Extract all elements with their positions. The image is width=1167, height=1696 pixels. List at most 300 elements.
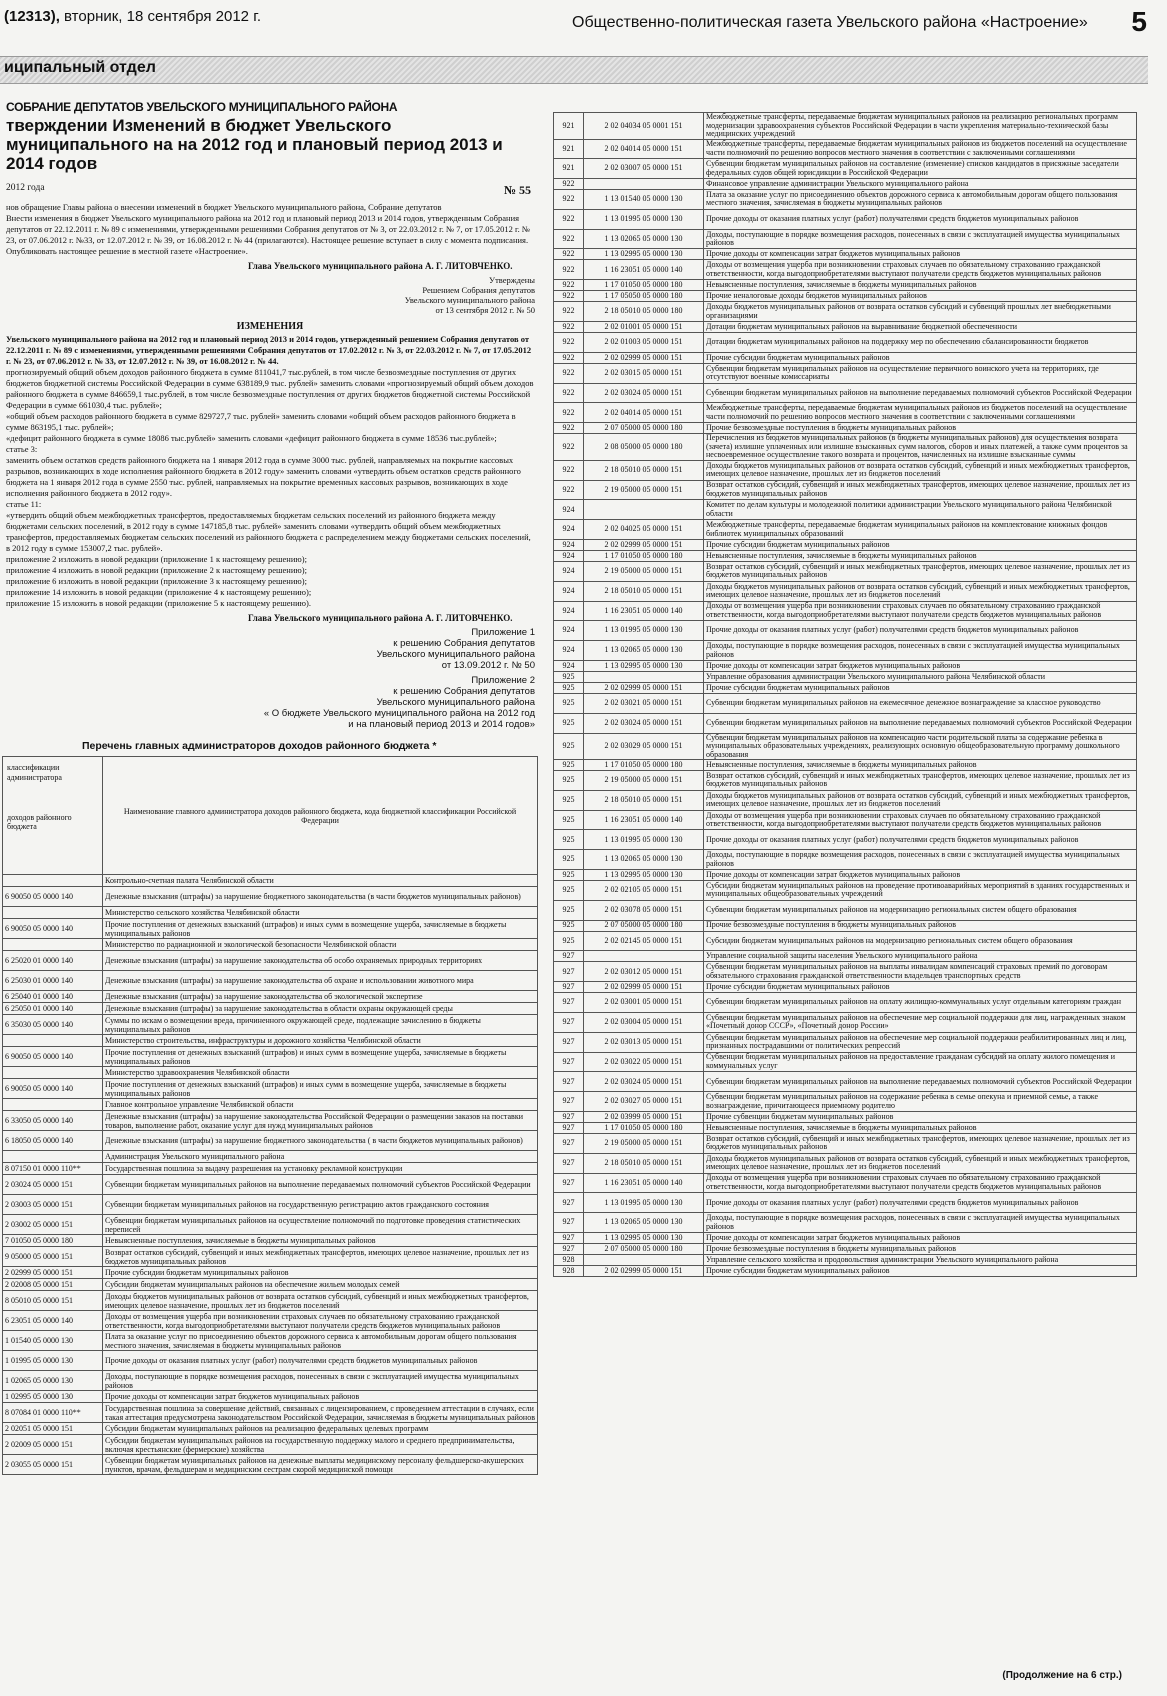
admin-code-cell: 924 (554, 561, 584, 581)
description-cell: Межбюджетные трансферты, передаваемые бюджетам муниципальных районов на комплектование книжных фондов библиотек муниципальных образований (704, 520, 1137, 540)
change-paragraph: статье 3: (6, 444, 38, 454)
description-cell: Невыясненные поступления, зачисляемые в бюджеты муниципальных районов (704, 760, 1137, 771)
description-cell: Субвенции бюджетам муниципальных районов на предоставление гражданам субсидий на оплату жилого помещения и коммунальных услуг (704, 1052, 1137, 1072)
income-code-cell: 1 17 01050 05 0000 180 (584, 1122, 704, 1133)
code-cell: 6 18050 05 0000 140 (3, 1131, 103, 1151)
appendix-line: Увельского муниципального района (376, 697, 535, 708)
description-cell: Субвенции бюджетам муниципальных районов на содержание ребенка в семье опекуна и приемной семье, а также вознаграждение, причитающееся приемному родителю (704, 1092, 1137, 1112)
admin-code-cell: 927 (554, 1232, 584, 1243)
code-cell: 2 03024 05 0000 151 (3, 1175, 103, 1195)
table-row (554, 771, 1137, 791)
description-cell: Межбюджетные трансферты, передаваемые бюджетам муниципальных районов из бюджетов поселений на осуществление части полномочий по решению вопросов местного значения в соответствии с заключенными соглашениями (704, 403, 1137, 423)
table-row (554, 363, 1137, 383)
income-code-cell: 1 13 02065 05 0000 130 (584, 641, 704, 661)
description-cell: Возврат остатков субсидий, субвенций и иных межбюджетных трансфертов, имеющих целевое назначение, прошлых лет из бюджетов муниципальных районов (704, 771, 1137, 791)
table-row (554, 1243, 1137, 1254)
description-cell: Доходы, поступающие в порядке возмещения расходов, понесенных в связи с эксплуатацией имущества муниципальных районов (704, 229, 1137, 249)
code-cell (3, 1067, 103, 1079)
admin-code-cell: 924 (554, 500, 584, 520)
table-row (554, 790, 1137, 810)
table-row (3, 1015, 538, 1035)
description-cell: Субвенции бюджетам муниципальных районов на составление (изменение) списков кандидатов в присяжные заседатели федеральных судов общей юрисдикции в Российской Федерации (704, 159, 1137, 179)
table-row (554, 280, 1137, 291)
table-row (554, 500, 1137, 520)
decision-date: 2012 года (6, 183, 45, 193)
table-row (3, 1163, 538, 1175)
admin-code-cell: 927 (554, 1133, 584, 1153)
masthead (0, 0, 1167, 58)
table-row (554, 693, 1137, 713)
table-row (554, 1254, 1137, 1265)
table-row (3, 1151, 538, 1163)
income-code-cell: 2 02 02999 05 0000 151 (584, 982, 704, 993)
income-code-cell: 2 18 05010 05 0000 151 (584, 581, 704, 601)
appendix-line: и на плановый период 2013 и 2014 годов» (348, 719, 535, 730)
admin-code-cell: 925 (554, 900, 584, 920)
income-code-cell: 2 19 05000 05 0000 151 (584, 561, 704, 581)
code-cell: 6 33050 05 0000 140 (3, 1111, 103, 1131)
table-row (554, 1032, 1137, 1052)
description-cell: Доходы бюджетов муниципальных районов от возврата остатков субсидий, субвенций и иных межбюджетных трансфертов, имеющих целевое назначение, прошлых лет из бюджетов поселений (704, 460, 1137, 480)
changes-intro: Увельского муниципального района на 2012 год и плановый период 2013 и 2014 годов, утвержденный решением Собрания депутатов от 22.12.2011 г. № 89 с изменениями, утвержденными решениями Собрания депутатов от 17.02.2012 г. № 3, от 22.03.2012 г. № 7, от 17.05.2012 г. № 23, от 07.06.2012 г. № 33, от 12.07.2012 г. № 39, от 16.08.2012 г. № 44. (6, 334, 532, 366)
income-code-cell: 2 02 04025 05 0000 151 (584, 520, 704, 540)
description-cell: Субсидии бюджетам муниципальных районов на модернизацию региональных систем общего образования (704, 931, 1137, 951)
table-row (3, 1079, 538, 1099)
description-cell: Межбюджетные трансферты, передаваемые бюджетам муниципальных районов из бюджетов поселений на осуществление части полномочий по решению вопросов местного значения в соответствии с заключенными соглашениями (704, 139, 1137, 159)
table-row (554, 291, 1137, 302)
income-code-cell: 1 16 23051 05 0000 140 (584, 601, 704, 621)
admin-code-cell: 925 (554, 850, 584, 870)
income-code-cell: 2 02 03013 05 0000 151 (584, 1032, 704, 1052)
description-cell: Доходы бюджетов муниципальных районов от возврата остатков субсидий, субвенций и иных межбюджетных трансфертов, имеющих целевое назначение, прошлых лет из бюджетов поселений (704, 790, 1137, 810)
header-income: доходов районного бюджета (7, 812, 72, 831)
code-cell: 1 02065 05 0000 130 (3, 1371, 103, 1391)
table-row (554, 352, 1137, 363)
income-code-cell: 1 17 01050 05 0000 180 (584, 550, 704, 561)
table-row (554, 480, 1137, 500)
description-cell: Субвенции бюджетам муниципальных районов на выполнение передаваемых полномочий субъектов Российской Федерации (704, 383, 1137, 403)
code-cell (3, 1099, 103, 1111)
name-cell: Субсидии бюджетам муниципальных районов на государственную поддержку малого и среднего предпринимательства, включая крестьянские (фермерские) хозяйства (103, 1435, 538, 1455)
table-row (554, 1232, 1137, 1243)
name-cell: Денежные взыскания (штрафы) за нарушение законодательства об экологической экспертизе (103, 991, 538, 1003)
table-row (3, 1235, 538, 1247)
header-name-cell: Наименование главного администратора доходов районного бюджета, кода бюджетной классификации Российской Федерации (103, 757, 538, 875)
description-cell: Субвенции бюджетам муниципальных районов на выплаты инвалидам компенсаций страховых премий по договорам обязательного страхования гражданской ответственности владельцев транспортных средств (704, 962, 1137, 982)
table-row (3, 1423, 538, 1435)
admin-code-cell: 922 (554, 460, 584, 480)
description-cell: Субвенции бюджетам муниципальных районов на выполнение передаваемых полномочий субъектов Российской Федерации (704, 713, 1137, 733)
admin-code-cell: 927 (554, 1122, 584, 1133)
appendix-line: от 13.09.2012 г. № 50 (441, 660, 535, 671)
article-title: тверждении Изменений в бюджет Увельского муниципального на на 2012 год и плановый период 2013 и 2014 годов (6, 116, 503, 173)
code-cell: 6 35030 05 0000 140 (3, 1015, 103, 1035)
table-row (3, 1047, 538, 1067)
name-cell: Невыясненные поступления, зачисляемые в бюджеты муниципальных районов (103, 1235, 538, 1247)
income-code-cell: 1 16 23051 05 0000 140 (584, 810, 704, 830)
admin-code-cell: 924 (554, 539, 584, 550)
description-cell: Субвенции бюджетам муниципальных районов на модернизацию региональных систем общего образования (704, 900, 1137, 920)
header-administrator: администратора (7, 772, 62, 782)
administrators-table (2, 756, 538, 1475)
description-cell: Прочие безвозмездные поступления в бюджеты муниципальных районов (704, 920, 1137, 931)
admin-code-cell: 922 (554, 352, 584, 363)
name-cell: Прочие субсидии бюджетам муниципальных районов (103, 1267, 538, 1279)
name-cell: Главное контрольное управление Челябинской области (103, 1099, 538, 1111)
income-code-cell: 1 17 05050 05 0000 180 (584, 291, 704, 302)
description-cell: Возврат остатков субсидий, субвенций и иных межбюджетных трансфертов, имеющих целевое назначение, прошлых лет из бюджетов муниципальных районов (704, 1133, 1137, 1153)
name-cell: Денежные взыскания (штрафы) за нарушение бюджетного законодательства (в части бюджетов муниципальных районов) (103, 887, 538, 907)
admin-code-cell: 922 (554, 423, 584, 434)
admin-code-cell: 922 (554, 260, 584, 280)
name-cell: Денежные взыскания (штрафы) за нарушение законодательства об охране и использовании животного мира (103, 971, 538, 991)
income-code-cell: 2 19 05000 05 0000 151 (584, 771, 704, 791)
description-cell: Прочие субсидии бюджетам муниципальных районов (704, 1265, 1137, 1276)
description-cell: Прочие неналоговые доходы бюджетов муниципальных районов (704, 291, 1137, 302)
description-cell: Субвенции бюджетам муниципальных районов на обеспечение мер социальной поддержки реабилитированных лиц и лиц, признанных пострадавшими от политических репрессий (704, 1032, 1137, 1052)
income-code-cell: 2 18 05010 05 0000 151 (584, 460, 704, 480)
admin-code-cell: 922 (554, 333, 584, 353)
description-cell: Доходы, поступающие в порядке возмещения расходов, понесенных в связи с эксплуатацией имущества муниципальных районов (704, 641, 1137, 661)
admin-code-cell: 927 (554, 1013, 584, 1033)
table-row (554, 1052, 1137, 1072)
code-cell (3, 939, 103, 951)
name-cell: Министерство строительства, инфраструктуры и дорожного хозяйства Челябинской области (103, 1035, 538, 1047)
code-cell: 9 05000 05 0000 151 (3, 1247, 103, 1267)
description-cell: Управление образования администрации Увельского муниципального района Челябинской области (704, 671, 1137, 682)
income-code-cell: 2 02 02999 05 0000 151 (584, 352, 704, 363)
income-code-cell: 1 13 01540 05 0000 130 (584, 190, 704, 210)
name-cell: Прочие поступления от денежных взысканий (штрафов) и иных сумм в возмещение ущерба, зачисляемые в бюджеты муниципальных районов (103, 1047, 538, 1067)
table-row (554, 209, 1137, 229)
code-cell: 2 03055 05 0000 151 (3, 1455, 103, 1475)
name-cell: Доходы, поступающие в порядке возмещения расходов, понесенных в связи с эксплуатацией имущества муниципальных районов (103, 1371, 538, 1391)
description-cell: Прочие доходы от компенсации затрат бюджетов муниципальных районов (704, 870, 1137, 881)
description-cell: Доходы от возмещения ущерба при возникновении страховых случаев по обязательному страхованию гражданской ответственности, когда выгодоприобретателями выступают получатели средств бюджетов муниципальных районов (704, 601, 1137, 621)
table-row (554, 733, 1137, 760)
income-code-cell: 2 02 03999 05 0000 151 (584, 1111, 704, 1122)
name-cell: Денежные взыскания (штрафы) за нарушение законодательства об особо охраняемых природных территориях (103, 951, 538, 971)
table-row (554, 139, 1137, 159)
description-cell: Доходы от возмещения ущерба при возникновении страховых случаев по обязательному страхованию гражданской ответственности, когда выгодоприобретателями выступают получатели средств бюджетов муниципальных районов (704, 810, 1137, 830)
table-row (554, 460, 1137, 480)
table-row (554, 951, 1137, 962)
income-code-cell: 2 02 03007 05 0000 151 (584, 159, 704, 179)
admin-code-cell: 921 (554, 113, 584, 140)
description-cell: Субсидии бюджетам муниципальных районов на проведение противоаварийных мероприятий в зданиях государственных и муниципальных общеобразовательных учреждений (704, 881, 1137, 901)
description-cell: Прочие субсидии бюджетам муниципальных районов (704, 352, 1137, 363)
description-cell: Комитет по делам культуры и молодежной политики администрации Увельского муниципального района Челябинской области (704, 500, 1137, 520)
admin-code-cell: 927 (554, 1032, 584, 1052)
name-cell: Субвенции бюджетам муниципальных районов на денежные выплаты медицинскому персоналу фельдшерско-акушерских пунктов, врачам, фельдшерам и медицинским сестрам скорой медицинской помощи (103, 1455, 538, 1475)
admin-code-cell: 927 (554, 993, 584, 1013)
description-cell: Прочие безвозмездные поступления в бюджеты муниципальных районов (704, 423, 1137, 434)
description-cell: Перечисления из бюджетов муниципальных районов (в бюджеты муниципальных районов) для осуществления возврата (зачета) излишне уплаченных или излишне взысканных сумм налогов, сборов и иных платежей, а также сумм процентов за несвоевременное осуществление такого возврата и процентов, начисленных на излишне взысканные суммы (704, 434, 1137, 461)
code-cell: 2 02008 05 0000 151 (3, 1279, 103, 1291)
income-codes-table (553, 112, 1137, 1277)
admin-code-cell: 922 (554, 229, 584, 249)
description-cell: Прочие субсидии бюджетам муниципальных районов (704, 539, 1137, 550)
article-paragraphs (0, 202, 540, 257)
description-cell: Субвенции бюджетам муниципальных районов на компенсацию части родительской платы за содержание ребенка в муниципальных образовательных учреждениях, реализующих основную общеобразовательную программу дошкольного образования (704, 733, 1137, 760)
income-code-cell: 1 17 01050 05 0000 180 (584, 280, 704, 291)
description-cell: Субвенции бюджетам муниципальных районов на выполнение передаваемых полномочий субъектов Российской Федерации (704, 1072, 1137, 1092)
admin-code-cell: 922 (554, 190, 584, 210)
admin-code-cell: 928 (554, 1265, 584, 1276)
code-cell: 6 90050 05 0000 140 (3, 1079, 103, 1099)
admin-code-cell: 925 (554, 760, 584, 771)
code-cell (3, 1035, 103, 1047)
newspaper-name: Общественно-политическая газета Увельского района «Настроение» (572, 14, 1088, 31)
table-row (554, 229, 1137, 249)
admin-code-cell: 927 (554, 1243, 584, 1254)
code-cell: 2 02999 05 0000 151 (3, 1267, 103, 1279)
income-code-cell: 2 02 01001 05 0000 151 (584, 322, 704, 333)
code-cell: 6 25030 01 0000 140 (3, 971, 103, 991)
income-code-cell: 2 07 05000 05 0000 180 (584, 920, 704, 931)
table-row (554, 179, 1137, 190)
signature-2: Глава Увельского муниципального района А. Г. ЛИТОВЧЕНКО. (248, 613, 513, 623)
table-row (554, 113, 1137, 140)
description-cell: Дотации бюджетам муниципальных районов на выравнивание бюджетной обеспеченности (704, 322, 1137, 333)
income-code-cell: 1 13 01995 05 0000 130 (584, 621, 704, 641)
table-row (3, 1247, 538, 1267)
admin-code-cell: 924 (554, 581, 584, 601)
header-classification: классификации (7, 762, 60, 772)
admin-code-cell: 927 (554, 1092, 584, 1112)
description-cell: Прочие доходы от оказания платных услуг (работ) получателями средств бюджетов муниципальных районов (704, 830, 1137, 850)
income-code-cell: 2 02 03029 05 0000 151 (584, 733, 704, 760)
income-code-cell: 1 13 01995 05 0000 130 (584, 209, 704, 229)
income-code-cell: 2 02 02105 05 0000 151 (584, 881, 704, 901)
name-cell: Субвенции бюджетам муниципальных районов на государственную регистрацию актов гражданского состояния (103, 1195, 538, 1215)
change-paragraph: прогнозируемый общий объем доходов районного бюджета в сумме 811041,7 тыс.рублей, в том числе безвозмездные поступления от других бюджетов бюджетной системы Российской Федерации в сумме 638189,9 тыс. рублей» заменить словами «прогнозируемый общий объем доходов районного бюджета в сумме 846659,1 тыс.рублей, в том числе безвозмездные поступления от других бюджетов бюджетной системы Российской Федерации в сумме 661030,4 тыс. рублей»; (6, 367, 534, 410)
income-code-cell (584, 500, 704, 520)
name-cell: Доходы от возмещения ущерба при возникновении страховых случаев по обязательному страхованию гражданской ответственности, когда выгодоприобретателями выступают получатели средств бюджетов муниципальных районов (103, 1311, 538, 1331)
table-row (3, 991, 538, 1003)
name-cell: Контрольно-счетная палата Челябинской области (103, 875, 538, 887)
name-cell: Государственная пошлина за выдачу разрешения на установку рекламной конструкции (103, 1163, 538, 1175)
description-cell: Финансовое управление администрации Увельского муниципального района (704, 179, 1137, 190)
table-row (3, 1351, 538, 1371)
code-cell: 6 90050 05 0000 140 (3, 1047, 103, 1067)
table-row (554, 1213, 1137, 1233)
table-row (3, 1291, 538, 1311)
name-cell: Возврат остатков субсидий, субвенций и иных межбюджетных трансфертов, имеющих целевое назначение, прошлых лет из бюджетов муниципальных районов (103, 1247, 538, 1267)
table-header (3, 757, 538, 875)
change-paragraph: приложение 14 изложить в новой редакции (приложение 4 к настоящему решению); (6, 587, 312, 597)
income-code-cell (584, 179, 704, 190)
admin-code-cell: 927 (554, 982, 584, 993)
income-code-cell: 2 02 04034 05 0001 151 (584, 113, 704, 140)
continued-note: (Продолжение на 6 стр.) (1002, 1670, 1122, 1681)
table-row (554, 810, 1137, 830)
section-bar (0, 56, 1148, 84)
table-row (3, 951, 538, 971)
name-cell: Министерство по радиационной и экологической безопасности Челябинской области (103, 939, 538, 951)
table-row (3, 1175, 538, 1195)
income-code-cell: 1 13 02065 05 0000 130 (584, 229, 704, 249)
code-cell (3, 907, 103, 919)
table-row (554, 900, 1137, 920)
description-cell: Прочие доходы от компенсации затрат бюджетов муниципальных районов (704, 249, 1137, 260)
description-cell: Доходы бюджетов муниципальных районов от возврата остатков субсидий, субвенций и иных межбюджетных трансфертов, имеющих целевое назначение, прошлых лет из бюджетов поселений (704, 1153, 1137, 1173)
admin-code-cell: 922 (554, 179, 584, 190)
code-cell: 2 03002 05 0000 151 (3, 1215, 103, 1235)
income-code-cell: 1 13 02995 05 0000 130 (584, 870, 704, 881)
admin-code-cell: 925 (554, 931, 584, 951)
approved-line: от 13 сентября 2012 г. № 50 (435, 305, 535, 315)
table-row (554, 601, 1137, 621)
income-code-cell: 2 02 02145 05 0000 151 (584, 931, 704, 951)
name-cell: Администрация Увельского муниципального района (103, 1151, 538, 1163)
table-row (554, 931, 1137, 951)
table-row (554, 1013, 1137, 1033)
income-code-cell: 1 13 02065 05 0000 130 (584, 850, 704, 870)
admin-code-cell: 921 (554, 159, 584, 179)
table-row (554, 760, 1137, 771)
income-code-cell: 2 18 05010 05 0000 151 (584, 1153, 704, 1173)
description-cell: Управление социальной защиты населения Увельского муниципального района (704, 951, 1137, 962)
table-row (3, 1215, 538, 1235)
income-code-cell: 2 02 03024 05 0000 151 (584, 383, 704, 403)
table-row (554, 1193, 1137, 1213)
approved-line: Увельского муниципального района (404, 295, 535, 305)
income-code-cell: 2 02 03021 05 0000 151 (584, 693, 704, 713)
income-code-cell: 2 02 03024 05 0000 151 (584, 713, 704, 733)
admin-code-cell: 922 (554, 363, 584, 383)
name-cell: Министерство здравоохранения Челябинской области (103, 1067, 538, 1079)
name-cell: Плата за оказание услуг по присоединению объектов дорожного сервиса к автомобильным дорогам общего пользования местного значения, зачисляемая в бюджеты муниципальных районов (103, 1331, 538, 1351)
description-cell: Доходы бюджетов муниципальных районов от возврата остатков субсидий и субвенций прошлых лет внебюджетными организациями (704, 302, 1137, 322)
table-row (3, 887, 538, 907)
table-row (554, 682, 1137, 693)
table-row (554, 870, 1137, 881)
change-paragraph: «утвердить общий объем межбюджетных трансфертов, предоставляемых бюджетам сельских поселений из районного бюджета между бюджетами сельских поселений, в 2012 году в сумме 147185,8 тыс. рублей» заменить словами «утвердить общий объем межбюджетных трансфертов, предоставляемых бюджетам сельских поселений из районного бюджета с распределением между бюджетами сельских поселений, в 2012 году в сумме 153007,2 тыс. рублей». (6, 510, 531, 553)
admin-code-cell: 928 (554, 1254, 584, 1265)
code-cell: 8 05010 05 0000 151 (3, 1291, 103, 1311)
table-row (554, 850, 1137, 870)
income-code-cell: 1 13 02995 05 0000 130 (584, 249, 704, 260)
table-row (554, 713, 1137, 733)
income-code-cell: 1 13 02995 05 0000 130 (584, 1232, 704, 1243)
description-cell: Прочие субвенции бюджетам муниципальных районов (704, 1111, 1137, 1122)
description-cell: Субвенции бюджетам муниципальных районов на ежемесячное денежное вознаграждение за классное руководство (704, 693, 1137, 713)
admin-code-cell: 925 (554, 682, 584, 693)
table-row (3, 939, 538, 951)
income-code-cell: 2 02 01003 05 0000 151 (584, 333, 704, 353)
income-code-cell: 2 02 03012 05 0000 151 (584, 962, 704, 982)
code-cell: 2 03003 05 0000 151 (3, 1195, 103, 1215)
table-row (3, 1195, 538, 1215)
name-cell: Субвенции бюджетам муниципальных районов на выполнение передаваемых полномочий субъектов Российской Федерации (103, 1175, 538, 1195)
income-code-cell: 2 02 04014 05 0000 151 (584, 403, 704, 423)
description-cell: Прочие безвозмездные поступления в бюджеты муниципальных районов (704, 1243, 1137, 1254)
admin-code-cell: 921 (554, 139, 584, 159)
table-row (554, 962, 1137, 982)
table-row (3, 1279, 538, 1291)
issue-line (4, 8, 261, 25)
description-cell: Возврат остатков субсидий, субвенций и иных межбюджетных трансфертов, имеющих целевое назначение, прошлых лет из бюджетов муниципальных районов (704, 480, 1137, 500)
table-row (554, 539, 1137, 550)
change-paragraph: приложение 15 изложить в новой редакции (приложение 5 к настоящему решению). (6, 598, 311, 608)
admin-code-cell: 925 (554, 920, 584, 931)
admin-code-cell: 925 (554, 671, 584, 682)
page-number: 5 (1131, 6, 1147, 37)
table-row (554, 1153, 1137, 1173)
admin-code-cell: 922 (554, 403, 584, 423)
changes-body (0, 367, 540, 609)
income-code-cell: 1 16 23051 05 0000 140 (584, 260, 704, 280)
description-cell: Доходы от возмещения ущерба при возникновении страховых случаев по обязательному страхованию гражданской ответственности, когда выгодоприобретателями выступают получатели средств бюджетов муниципальных районов (704, 260, 1137, 280)
table-row (554, 581, 1137, 601)
admin-code-cell: 925 (554, 830, 584, 850)
admin-code-cell: 925 (554, 771, 584, 791)
table-row (554, 660, 1137, 671)
name-cell: Государственная пошлина за совершение действий, связанных с лицензированием, с проведением аттестации в случаях, если такая аттестация предусмотрена законодательством Российской Федерации, зачисляемая в бюджеты муниципальных районов (103, 1403, 538, 1423)
code-cell: 8 07084 01 0000 110** (3, 1403, 103, 1423)
admin-code-cell: 925 (554, 870, 584, 881)
code-cell: 2 02051 05 0000 151 (3, 1423, 103, 1435)
admin-code-cell: 922 (554, 249, 584, 260)
signature-1: Глава Увельского муниципального района А. Г. ЛИТОВЧЕНКО. (248, 261, 513, 271)
description-cell: Субвенции бюджетам муниципальных районов на обеспечение мер социальной поддержки для лиц, награжденных знаком «Почетный донор СССР», «Почетный донор России» (704, 1013, 1137, 1033)
income-code-cell: 2 19 05000 05 0000 151 (584, 1133, 704, 1153)
appendix-line: « О бюджете Увельского муниципального района на 2012 год (263, 708, 535, 719)
admin-code-cell: 927 (554, 1153, 584, 1173)
income-code-cell: 1 13 02065 05 0000 130 (584, 1213, 704, 1233)
description-cell: Невыясненные поступления, зачисляемые в бюджеты муниципальных районов (704, 280, 1137, 291)
name-cell: Прочие поступления от денежных взысканий (штрафов) и иных сумм в возмещение ущерба, зачисляемые в бюджеты муниципальных районов (103, 919, 538, 939)
name-cell: Денежные взыскания (штрафы) за нарушение законодательства Российской Федерации о размещении заказов на поставки товаров, выполнение работ, оказание услуг для нужд муниципальных районов (103, 1111, 538, 1131)
description-cell: Невыясненные поступления, зачисляемые в бюджеты муниципальных районов (704, 550, 1137, 561)
table-row (3, 1371, 538, 1391)
approved-block (0, 275, 535, 315)
appendix-line: к решению Собрания депутатов (393, 686, 535, 697)
table-row (554, 1072, 1137, 1092)
name-cell: Суммы по искам о возмещении вреда, причиненного окружающей среде, подлежащие зачислению в бюджеты муниципальных районов (103, 1015, 538, 1035)
name-cell: Субвенции бюджетам муниципальных районов на осуществление полномочий по подготовке проведения статистических переписей (103, 1215, 538, 1235)
admin-code-cell: 927 (554, 1072, 584, 1092)
name-cell: Прочие доходы от оказания платных услуг (работ) получателями средств бюджетов муниципальных районов (103, 1351, 538, 1371)
admin-code-cell: 922 (554, 322, 584, 333)
change-paragraph: приложение 2 изложить в новой редакции (приложение 1 к настоящему решению); (6, 554, 307, 564)
description-cell: Доходы от возмещения ущерба при возникновении страховых случаев по обязательному страхованию гражданской ответственности, когда выгодоприобретателями выступают получатели средств бюджетов муниципальных районов (704, 1173, 1137, 1193)
change-paragraph: приложение 6 изложить в новой редакции (приложение 3 к настоящему решению); (6, 576, 307, 586)
appendix-line: Увельского муниципального района (376, 649, 535, 660)
code-cell: 6 25050 01 0000 140 (3, 1003, 103, 1015)
description-cell: Доходы бюджетов муниципальных районов от возврата остатков субсидий, субвенций и иных межбюджетных трансфертов, имеющих целевое назначение, прошлых лет из бюджетов поселений (704, 581, 1137, 601)
table-row (554, 520, 1137, 540)
table-row (554, 881, 1137, 901)
description-cell: Межбюджетные трансферты, передаваемые бюджетам муниципальных районов на реализацию региональных программ модернизации здравоохранения субъектов Российской Федерации в части укрепления материально-технической базы медицинских учреждений (704, 113, 1137, 140)
income-code-cell: 2 18 05010 05 0000 151 (584, 790, 704, 810)
table-row (554, 333, 1137, 353)
admin-code-cell: 924 (554, 520, 584, 540)
description-cell: Субвенции бюджетам муниципальных районов на оплату жилищно-коммунальных услуг отдельным категориям граждан (704, 993, 1137, 1013)
issue-date: вторник, 18 сентября 2012 г. (64, 8, 262, 25)
description-cell: Доходы, поступающие в порядке возмещения расходов, понесенных в связи с эксплуатацией имущества муниципальных районов (704, 1213, 1137, 1233)
list-title: Перечень главных администраторов доходов районного бюджета * (82, 740, 437, 752)
admin-code-cell: 924 (554, 550, 584, 561)
code-cell: 6 90050 05 0000 140 (3, 887, 103, 907)
header-code-cell (3, 757, 103, 875)
table-row (3, 919, 538, 939)
income-code-cell: 2 02 03078 05 0000 151 (584, 900, 704, 920)
code-cell: 7 01050 05 0000 180 (3, 1235, 103, 1247)
code-cell (3, 1151, 103, 1163)
table-row (554, 260, 1137, 280)
